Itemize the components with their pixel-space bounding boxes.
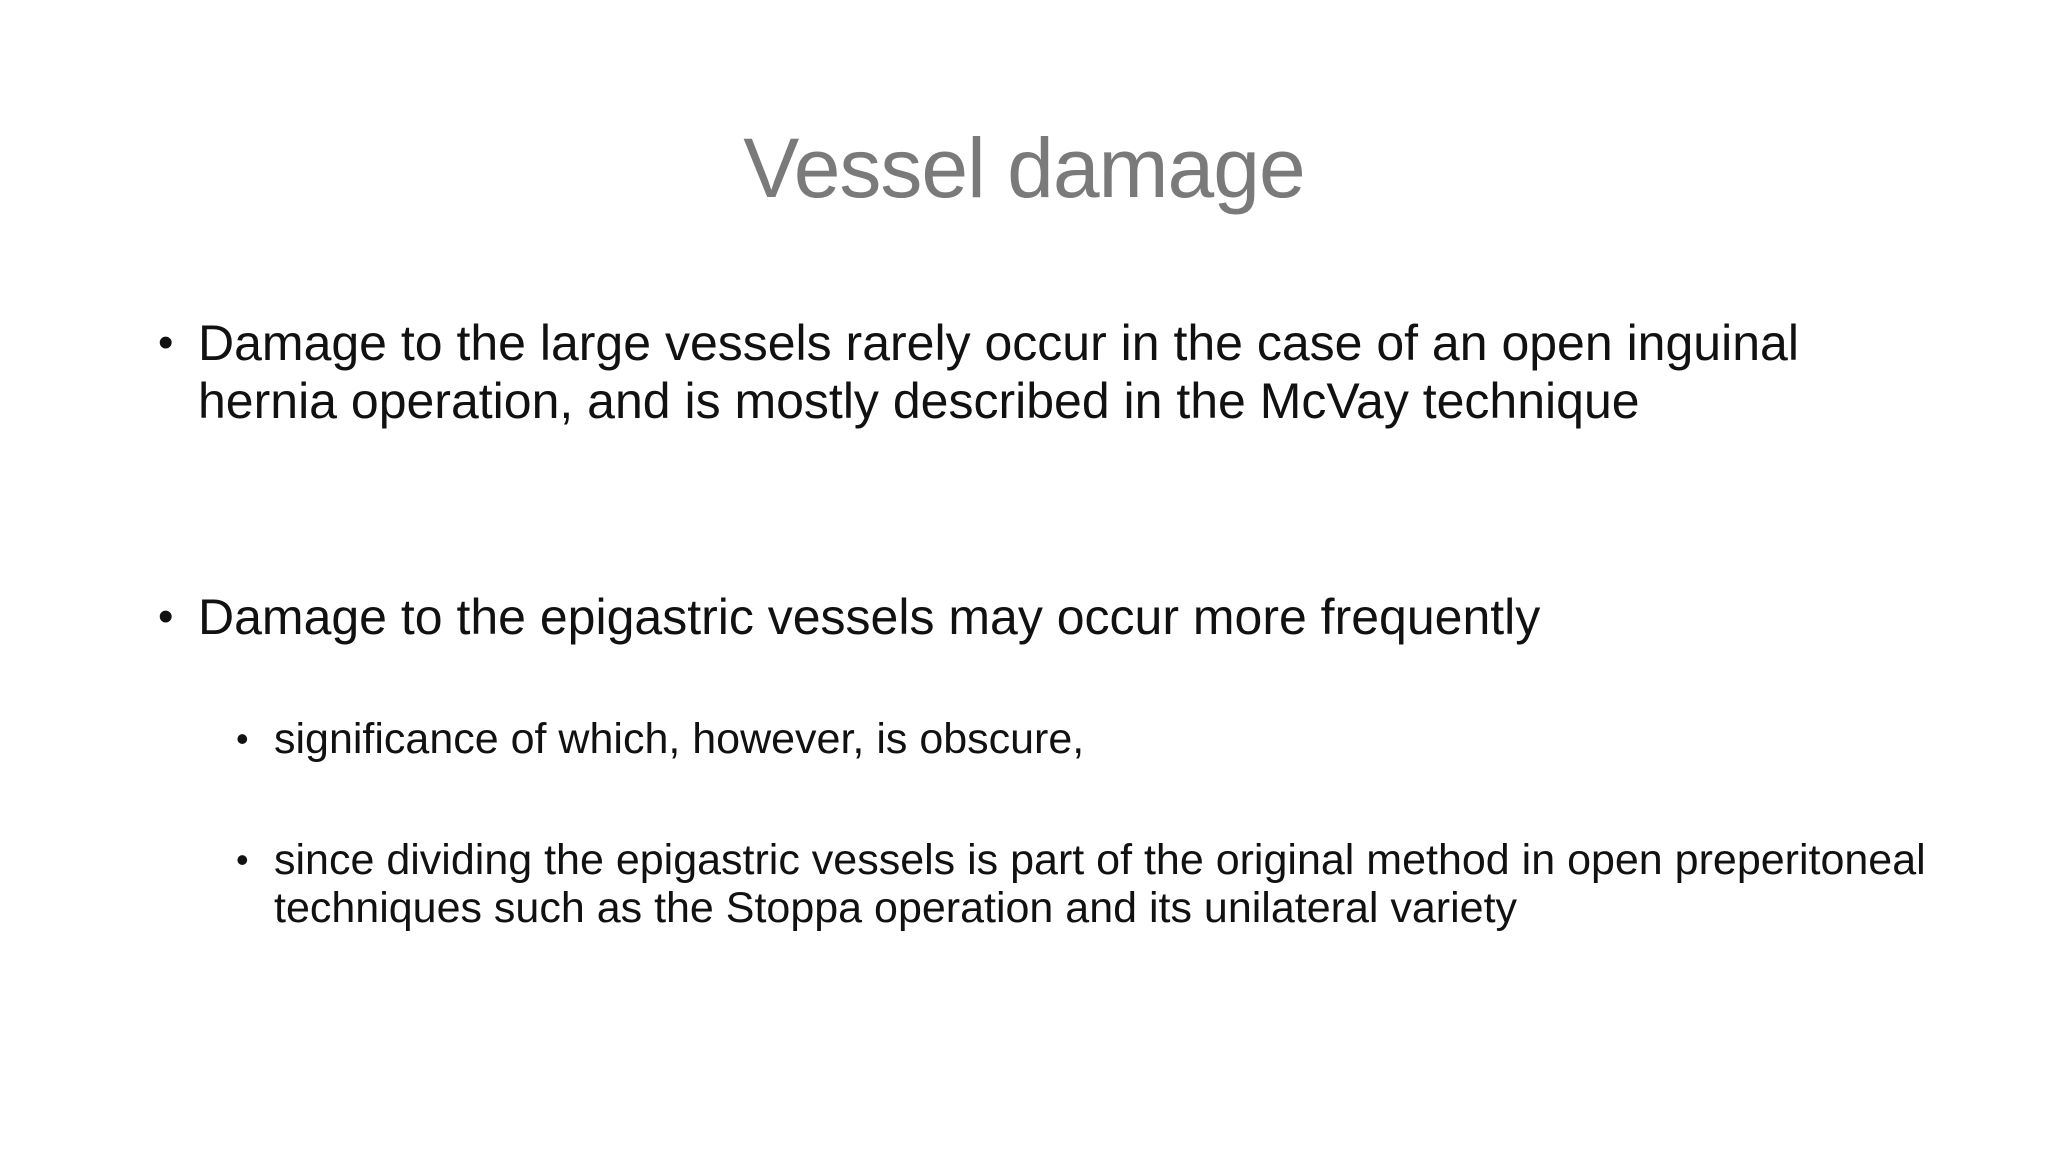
sub-bullet-stoppa bbox=[236, 836, 1936, 932]
bullet-text: Damage to the epigastric vessels may occur more frequently bbox=[198, 589, 1541, 645]
slide-title: Vessel damage bbox=[743, 121, 1305, 215]
sub-bullet-marker: • bbox=[236, 718, 249, 759]
sub-bullet-significance bbox=[236, 715, 1936, 763]
bullet-text: Damage to the large vessels rarely occur in the case of an open inguinal hernia operation, and is mostly described in the McVay technique bbox=[198, 315, 1799, 429]
bullet-marker: • bbox=[158, 592, 174, 641]
bullet-epigastric-vessels bbox=[158, 588, 1938, 646]
sub-bullet-marker: • bbox=[236, 839, 249, 880]
sub-bullet-text: significance of which, however, is obscure, bbox=[274, 715, 1085, 763]
bullet-marker: • bbox=[158, 318, 174, 367]
sub-bullet-text: since dividing the epigastric vessels is part of the original method in open preperitoneal techniques such as the Stoppa operation and its unilateral variety bbox=[274, 836, 1926, 932]
bullet-large-vessels bbox=[158, 314, 1938, 430]
